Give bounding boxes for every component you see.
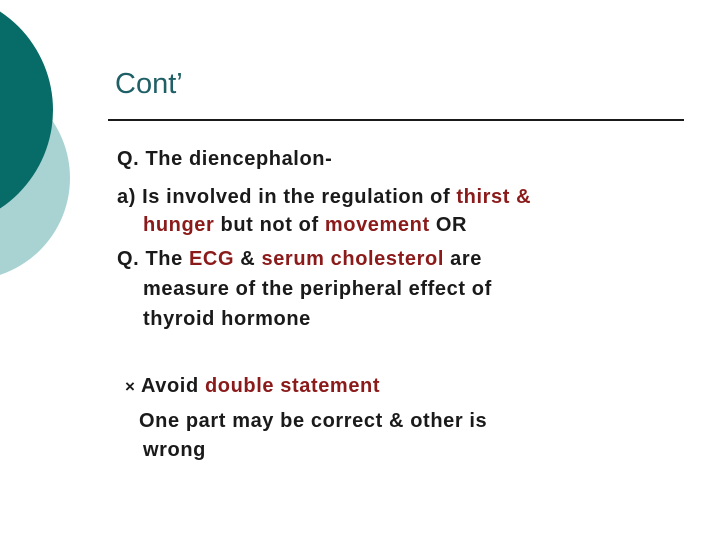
body-line-2 — [117, 186, 531, 209]
line-7-text: Avoid — [140, 375, 205, 397]
line-4-amp: & — [234, 248, 262, 270]
line-3-text: but not of — [214, 214, 325, 236]
body-line-5 — [143, 278, 492, 301]
line-5-text: measure of the peripheral effect of — [143, 278, 492, 300]
highlight-serum-cholesterol: serum cholesterol — [261, 248, 444, 270]
body-line-3 — [143, 214, 467, 237]
highlight-movement: movement — [324, 214, 430, 236]
body-line-8 — [139, 410, 487, 433]
body-line-4 — [117, 248, 482, 271]
body-line-7 — [125, 375, 380, 398]
decorative-circles — [0, 0, 80, 300]
line-9-text: wrong — [143, 439, 206, 461]
slide-title: Cont’ — [115, 68, 183, 100]
line-4-text: Q. The — [117, 248, 189, 270]
line-1-text: Q. The diencephalon- — [117, 148, 333, 170]
line-3-or: OR — [429, 214, 468, 236]
line-2-text: a) Is involved in the regulation of — [117, 186, 457, 208]
x-bullet-icon: × — [125, 377, 136, 396]
body-line-6 — [143, 308, 311, 331]
line-8-text: One part may be correct & other is — [139, 410, 488, 432]
body-line-1 — [117, 148, 332, 171]
highlight-ecg: ECG — [188, 248, 235, 270]
line-4-are: are — [443, 248, 482, 270]
body-line-9 — [143, 439, 206, 462]
title-divider — [108, 119, 684, 121]
line-6-text: thyroid hormone — [143, 308, 311, 330]
highlight-hunger: hunger — [143, 214, 215, 236]
highlight-thirst: thirst & — [456, 186, 532, 208]
highlight-double-statement: double statement — [204, 375, 381, 397]
